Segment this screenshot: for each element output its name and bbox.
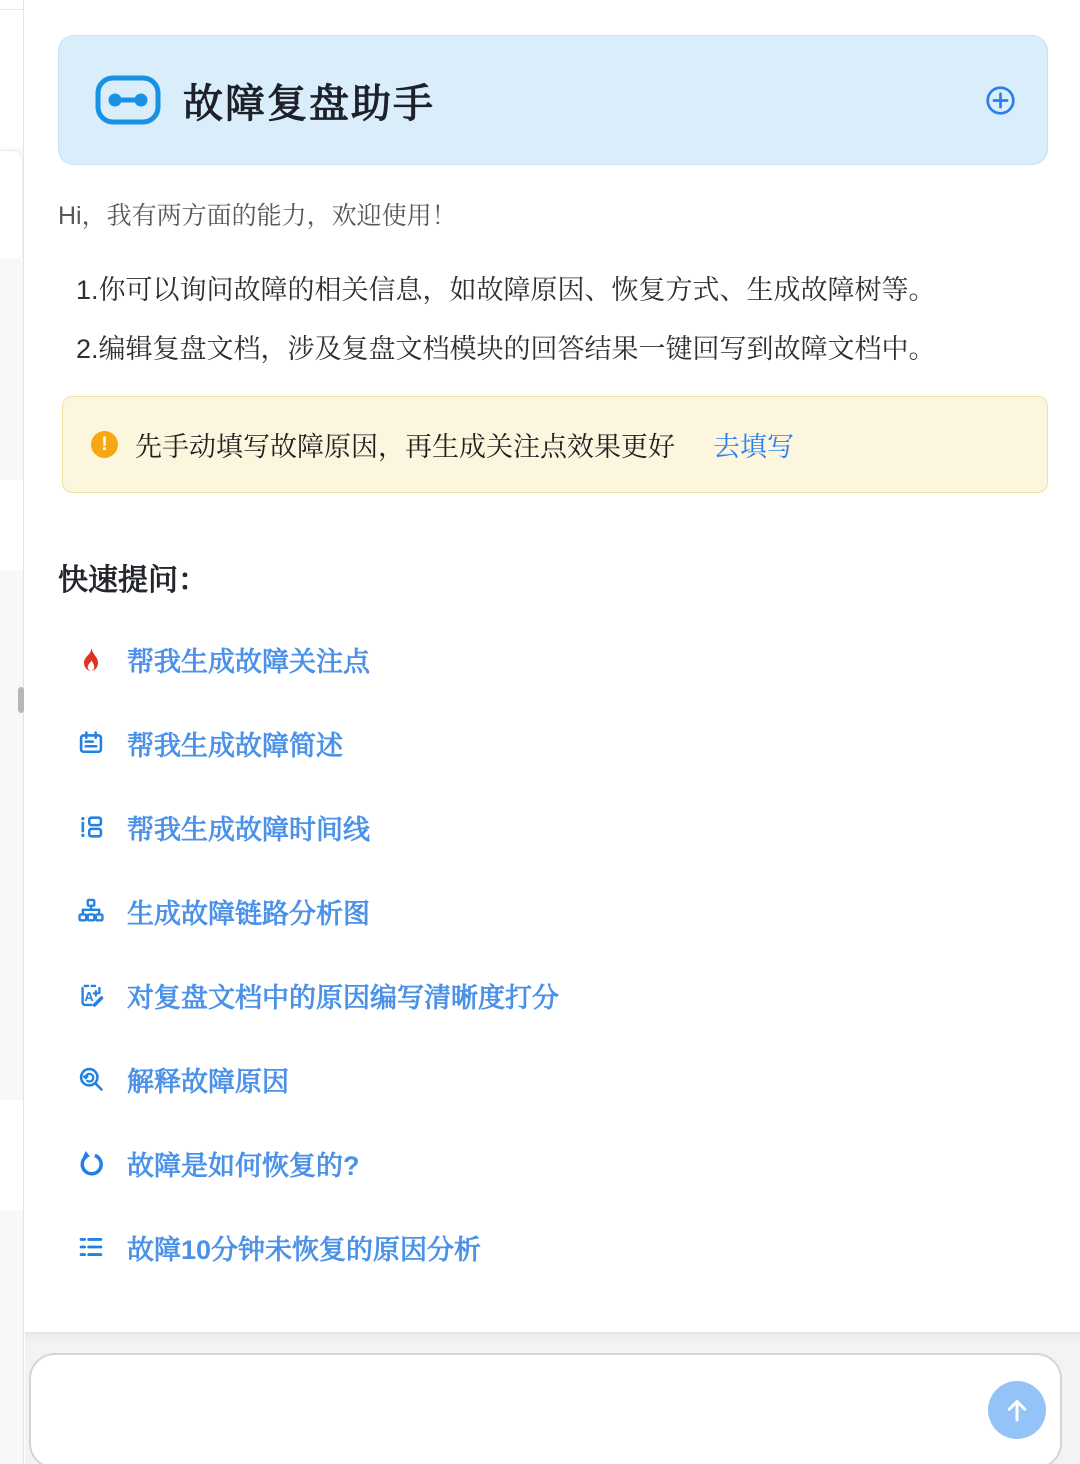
quick-question-label: 帮我生成故障简述 bbox=[127, 730, 343, 761]
underlying-page-edge bbox=[0, 0, 24, 1464]
composer-area bbox=[25, 1332, 1080, 1464]
quick-question-item[interactable] bbox=[58, 1205, 1048, 1289]
quick-questions-list bbox=[58, 617, 1048, 1289]
quick-questions-title: 快速提问： bbox=[58, 564, 208, 597]
quick-question-item[interactable] bbox=[58, 869, 1048, 953]
underlying-block bbox=[0, 0, 23, 148]
quick-question-item[interactable] bbox=[58, 701, 1048, 785]
message-input-container bbox=[29, 1353, 1062, 1464]
underlying-block bbox=[0, 480, 23, 570]
quick-question-item[interactable] bbox=[58, 953, 1048, 1037]
refresh-icon bbox=[76, 1148, 106, 1178]
quick-question-item[interactable] bbox=[58, 785, 1048, 869]
quick-question-label: 对复盘文档中的原因编写清晰度打分 bbox=[127, 982, 559, 1013]
warning-icon: ! bbox=[91, 431, 118, 458]
timeline-icon bbox=[76, 812, 106, 842]
quick-question-item[interactable] bbox=[58, 1121, 1048, 1205]
capability-item: 2.编辑复盘文档，涉及复盘文档模块的回答结果一键回写到故障文档中。 bbox=[76, 334, 936, 364]
assistant-content bbox=[25, 0, 1080, 1332]
send-button[interactable] bbox=[988, 1381, 1046, 1439]
list-icon bbox=[76, 1232, 106, 1262]
scrollbar-thumb[interactable] bbox=[18, 687, 24, 713]
quick-question-label: 帮我生成故障关注点 bbox=[127, 646, 370, 677]
grade-icon bbox=[76, 980, 106, 1010]
underlying-card-corner bbox=[0, 150, 23, 258]
arrow-up-icon bbox=[1002, 1395, 1032, 1425]
new-session-button[interactable] bbox=[983, 83, 1017, 117]
quick-question-label: 解释故障原因 bbox=[127, 1066, 289, 1097]
notice-banner bbox=[62, 396, 1048, 493]
underlying-block bbox=[0, 1100, 23, 1210]
message-input[interactable] bbox=[55, 1371, 960, 1453]
assistant-header bbox=[58, 35, 1048, 165]
notice-text: 先手动填写故障原因，再生成关注点效果更好 bbox=[135, 432, 675, 462]
greeting-text: Hi，我有两方面的能力，欢迎使用！ bbox=[58, 202, 457, 230]
sitemap-icon bbox=[76, 896, 106, 926]
quick-question-label: 帮我生成故障时间线 bbox=[127, 814, 370, 845]
quick-question-label: 生成故障链路分析图 bbox=[127, 898, 370, 929]
robot-icon bbox=[95, 75, 161, 125]
svg-text:A: A bbox=[84, 988, 94, 1004]
quick-question-item[interactable] bbox=[58, 1037, 1048, 1121]
flame-icon bbox=[76, 644, 106, 674]
divider bbox=[0, 9, 23, 10]
search-insight-icon bbox=[76, 1064, 106, 1094]
plus-circle-icon bbox=[985, 85, 1016, 116]
assistant-title: 故障复盘助手 bbox=[183, 81, 435, 126]
quick-question-item[interactable] bbox=[58, 617, 1048, 701]
capability-list bbox=[58, 261, 1048, 379]
calendar-icon bbox=[76, 728, 106, 758]
quick-question-label: 故障是如何恢复的? bbox=[127, 1150, 360, 1181]
capability-item: 1.你可以询问故障的相关信息，如故障原因、恢复方式、生成故障树等。 bbox=[76, 275, 936, 305]
go-fill-link[interactable]: 去填写 bbox=[713, 432, 794, 462]
quick-question-label: 故障10分钟未恢复的原因分析 bbox=[127, 1234, 482, 1265]
